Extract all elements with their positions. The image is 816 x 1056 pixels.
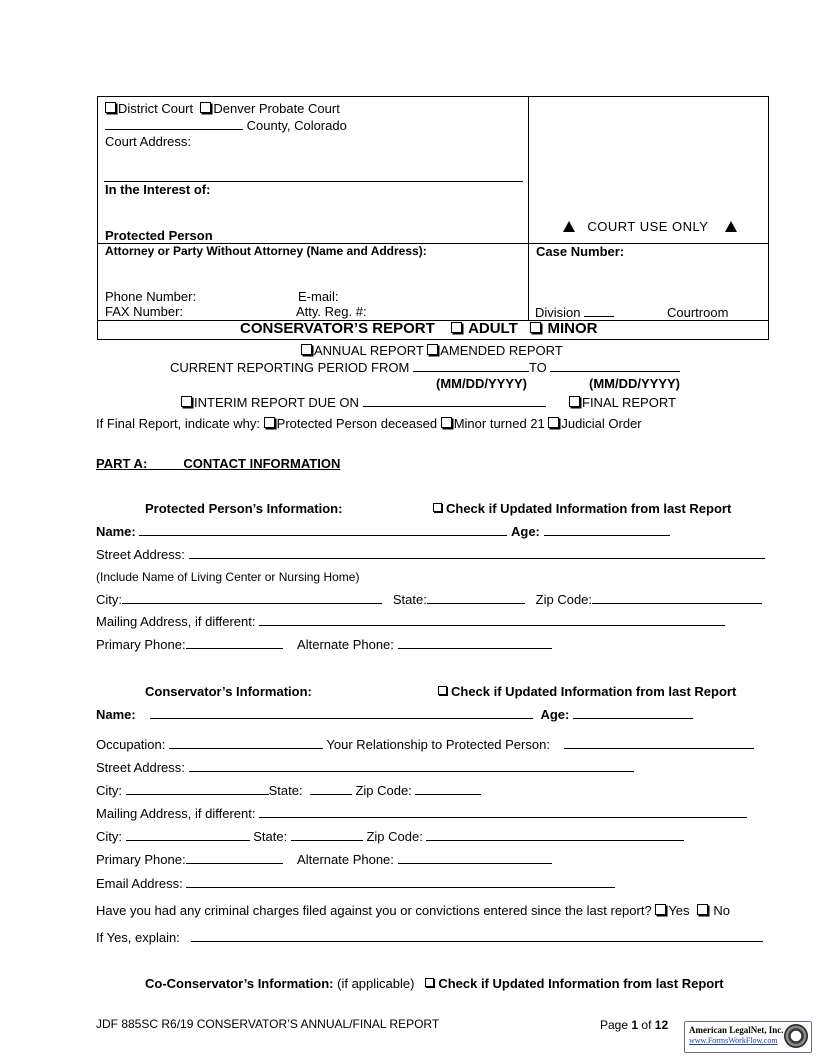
report-type-row bbox=[301, 343, 563, 358]
interim-row bbox=[181, 395, 546, 410]
minor-21-checkbox[interactable] bbox=[441, 417, 452, 428]
pp-primary-phone-label: Primary Phone: bbox=[96, 637, 186, 652]
cons-alternate-phone-field[interactable] bbox=[398, 853, 552, 864]
cons-occupation-field[interactable] bbox=[169, 738, 323, 749]
case-number-label: Case Number: bbox=[536, 244, 625, 259]
minor-21-label: Minor turned 21 bbox=[453, 416, 545, 431]
pp-zip-label: Zip Code: bbox=[535, 592, 593, 607]
county-field[interactable] bbox=[105, 119, 243, 130]
reporting-period-label: CURRENT REPORTING PERIOD FROM bbox=[170, 360, 410, 375]
district-court-checkbox[interactable] bbox=[105, 102, 116, 113]
final-why-row bbox=[96, 416, 642, 431]
cons-criminal-row bbox=[96, 903, 730, 918]
pp-updated-checkbox[interactable] bbox=[433, 503, 442, 512]
co-cons-row bbox=[145, 976, 724, 991]
cons-state-label: State: bbox=[268, 783, 303, 798]
page-word: Page bbox=[600, 1018, 629, 1032]
pp-age-field[interactable] bbox=[544, 525, 670, 536]
up-triangle-icon bbox=[563, 221, 575, 232]
cons-alternate-phone-label: Alternate Phone: bbox=[297, 852, 394, 867]
deceased-checkbox[interactable] bbox=[264, 417, 275, 428]
criminal-no-label: No bbox=[713, 903, 731, 918]
denver-probate-label: Denver Probate Court bbox=[213, 101, 340, 116]
final-report-checkbox[interactable] bbox=[569, 396, 580, 407]
cons-relationship-label: Your Relationship to Protected Person: bbox=[326, 737, 550, 752]
protected-person-label: Protected Person bbox=[105, 228, 213, 243]
cons-city2-row bbox=[96, 829, 684, 844]
cons-phone-row bbox=[96, 852, 552, 867]
co-cons-updated-label: Check if Updated Information from last Report bbox=[438, 976, 724, 991]
date-format-from: (MM/DD/YYYY) bbox=[436, 376, 527, 391]
cons-state2-field[interactable] bbox=[291, 830, 363, 841]
minor-label: MINOR bbox=[547, 320, 598, 337]
cons-zip2-field[interactable] bbox=[426, 830, 684, 841]
fax-label: FAX Number: bbox=[105, 304, 184, 319]
cons-criminal-question: Have you had any criminal charges filed against you or convictions entered since the last report? bbox=[96, 903, 652, 918]
part-a-label: PART A: bbox=[96, 456, 148, 471]
pp-zip-field[interactable] bbox=[592, 593, 762, 604]
pp-mailing-label: Mailing Address, if different: bbox=[96, 614, 256, 629]
period-to-label: TO bbox=[528, 360, 547, 375]
pp-updated-row bbox=[433, 501, 731, 516]
court-type-row bbox=[105, 101, 340, 116]
court-address-label: Court Address: bbox=[105, 134, 191, 149]
final-report-label: FINAL REPORT bbox=[582, 395, 676, 410]
cons-name-row bbox=[96, 707, 693, 722]
co-cons-updated-checkbox[interactable] bbox=[425, 978, 434, 987]
page-total: 12 bbox=[654, 1018, 669, 1032]
reporting-period-row bbox=[170, 360, 680, 375]
division-field[interactable] bbox=[584, 306, 614, 317]
pp-name-row bbox=[96, 524, 670, 539]
cons-street-label: Street Address: bbox=[96, 760, 185, 775]
pp-alternate-phone-field[interactable] bbox=[398, 638, 552, 649]
pp-street-label: Street Address: bbox=[96, 547, 185, 562]
county-row bbox=[105, 118, 347, 133]
pp-mailing-field[interactable] bbox=[259, 615, 725, 626]
adult-checkbox[interactable] bbox=[451, 322, 462, 333]
period-from-field[interactable] bbox=[413, 361, 529, 372]
cons-updated-row bbox=[438, 684, 736, 699]
cons-age-label: Age: bbox=[540, 707, 570, 722]
logo-name: American LegalNet, Inc. bbox=[689, 1025, 784, 1035]
cons-state2-label: State: bbox=[253, 829, 288, 844]
division-row bbox=[535, 305, 614, 320]
cons-mailing-row bbox=[96, 806, 747, 821]
cons-updated-label: Check if Updated Information from last Report bbox=[451, 684, 737, 699]
criminal-yes-label: Yes bbox=[668, 903, 690, 918]
courtroom-label: Courtroom bbox=[667, 305, 729, 320]
cons-updated-checkbox[interactable] bbox=[438, 686, 447, 695]
email-label: E-mail: bbox=[298, 289, 339, 304]
interim-report-label: INTERIM REPORT DUE ON bbox=[194, 395, 359, 410]
pp-street-field[interactable] bbox=[189, 548, 765, 559]
cons-explain-field[interactable] bbox=[191, 931, 763, 942]
logo-url[interactable]: www.FormsWorkFlow.com bbox=[689, 1036, 778, 1045]
cons-zip-field[interactable] bbox=[415, 784, 481, 795]
judicial-order-checkbox[interactable] bbox=[548, 417, 559, 428]
atty-reg-label: Atty. Reg. #: bbox=[296, 304, 367, 319]
adult-label: ADULT bbox=[468, 320, 518, 337]
pp-city-label: City: bbox=[96, 592, 122, 607]
annual-report-checkbox[interactable] bbox=[301, 344, 312, 355]
co-cons-heading: Co-Conservator’s Information: bbox=[145, 976, 334, 991]
pp-alternate-phone-label: Alternate Phone: bbox=[297, 637, 394, 652]
amended-report-checkbox[interactable] bbox=[427, 344, 438, 355]
cons-age-field[interactable] bbox=[573, 708, 693, 719]
cons-street-field[interactable] bbox=[189, 761, 634, 772]
county-label: County, Colorado bbox=[246, 118, 347, 133]
pp-city-row bbox=[96, 592, 762, 607]
cons-email-field[interactable] bbox=[186, 877, 615, 888]
cons-occupation-label: Occupation: bbox=[96, 737, 166, 752]
judicial-order-label: Judicial Order bbox=[561, 416, 642, 431]
pp-city-field[interactable] bbox=[122, 593, 382, 604]
american-legalnet-logo[interactable] bbox=[684, 1021, 812, 1053]
footer-form-id: JDF 885SC R6/19 CONSERVATOR’S ANNUAL/FINAL REPORT bbox=[96, 1017, 440, 1031]
cons-city-field[interactable] bbox=[126, 784, 269, 795]
cons-city2-label: City: bbox=[96, 829, 122, 844]
division-label: Division bbox=[535, 305, 581, 320]
phone-label: Phone Number: bbox=[105, 289, 197, 304]
court-use-only-label: COURT USE ONLY bbox=[587, 219, 709, 234]
court-use-only bbox=[563, 219, 737, 234]
deceased-label: Protected Person deceased bbox=[276, 416, 438, 431]
period-to-field[interactable] bbox=[550, 361, 680, 372]
interim-report-checkbox[interactable] bbox=[181, 396, 192, 407]
cons-mailing-field[interactable] bbox=[259, 807, 747, 818]
interim-due-field[interactable] bbox=[363, 396, 546, 407]
cons-street-row bbox=[96, 760, 634, 775]
form-title bbox=[240, 320, 597, 337]
co-cons-if-applicable: (if applicable) bbox=[337, 976, 415, 991]
cons-relationship-field[interactable] bbox=[564, 738, 754, 749]
page-number: 1 bbox=[631, 1018, 639, 1032]
denver-probate-checkbox[interactable] bbox=[200, 102, 211, 113]
cons-explain-row bbox=[96, 930, 763, 945]
cons-occupation-row bbox=[96, 737, 754, 752]
attorney-label: Attorney or Party Without Attorney (Name and Address): bbox=[105, 244, 427, 258]
cons-city-label: City: bbox=[96, 783, 122, 798]
final-report-row bbox=[569, 395, 676, 410]
cons-name-field[interactable] bbox=[150, 708, 533, 719]
pp-name-label: Name: bbox=[96, 524, 136, 539]
up-triangle-icon bbox=[725, 221, 737, 232]
in-the-interest-label: In the Interest of: bbox=[105, 182, 211, 197]
pp-street-row bbox=[96, 547, 765, 562]
minor-checkbox[interactable] bbox=[530, 322, 541, 333]
pp-primary-phone-field[interactable] bbox=[186, 638, 283, 649]
cons-email-row bbox=[96, 876, 615, 891]
part-a-heading bbox=[96, 456, 340, 471]
cons-zip2-label: Zip Code: bbox=[366, 829, 423, 844]
pp-mailing-row bbox=[96, 614, 725, 629]
pp-phone-row bbox=[96, 637, 552, 652]
cons-city-row bbox=[96, 783, 481, 798]
criminal-no-checkbox[interactable] bbox=[697, 904, 708, 915]
cons-mailing-label: Mailing Address, if different: bbox=[96, 806, 256, 821]
page-of-word: of bbox=[641, 1018, 652, 1032]
pp-name-field[interactable] bbox=[139, 525, 507, 536]
date-format-to: (MM/DD/YYYY) bbox=[589, 376, 680, 391]
pp-state-field[interactable] bbox=[427, 593, 525, 604]
cons-name-label: Name: bbox=[96, 707, 136, 722]
cons-heading: Conservator’s Information: bbox=[145, 684, 312, 699]
cons-primary-phone-label: Primary Phone: bbox=[96, 852, 186, 867]
amended-report-label: AMENDED REPORT bbox=[440, 343, 563, 358]
form-title-text: CONSERVATOR’S REPORT bbox=[240, 320, 435, 337]
final-why-label: If Final Report, indicate why: bbox=[96, 416, 261, 431]
criminal-yes-checkbox[interactable] bbox=[655, 904, 666, 915]
pp-heading: Protected Person’s Information: bbox=[145, 501, 343, 516]
cons-primary-phone-field[interactable] bbox=[186, 853, 283, 864]
part-a-title: CONTACT INFORMATION bbox=[183, 456, 341, 471]
cons-state-field[interactable] bbox=[310, 784, 352, 795]
pp-updated-label: Check if Updated Information from last Report bbox=[446, 501, 732, 516]
seal-icon bbox=[784, 1024, 808, 1048]
cons-explain-label: If Yes, explain: bbox=[96, 930, 180, 945]
annual-report-label: ANNUAL REPORT bbox=[314, 343, 424, 358]
cons-zip-label: Zip Code: bbox=[355, 783, 412, 798]
district-court-label: District Court bbox=[118, 101, 194, 116]
pp-state-label: State: bbox=[392, 592, 427, 607]
pp-include-note: (Include Name of Living Center or Nursing Home) bbox=[96, 570, 360, 584]
footer-page bbox=[600, 1018, 668, 1032]
cons-city2-field[interactable] bbox=[126, 830, 250, 841]
pp-age-label: Age: bbox=[511, 524, 540, 539]
cons-email-label: Email Address: bbox=[96, 876, 183, 891]
